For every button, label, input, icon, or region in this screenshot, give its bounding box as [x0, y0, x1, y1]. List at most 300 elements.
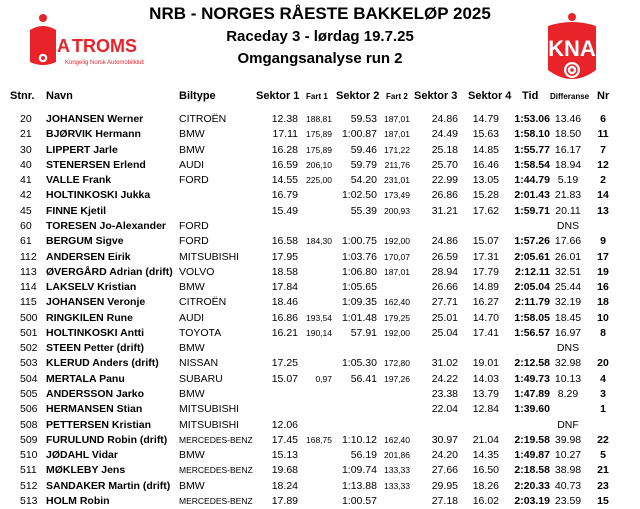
- cell-sektor4: 17.31: [472, 250, 499, 263]
- cell-stnr: 42: [20, 189, 32, 202]
- cell-stnr: 502: [20, 342, 38, 355]
- cell-tid: 1:59.71: [514, 204, 550, 217]
- cell-stnr: 512: [20, 479, 38, 492]
- cell-nr: 23: [597, 479, 609, 492]
- cell-sektor3: 22.99: [431, 174, 458, 187]
- cell-diff: 5.19: [557, 174, 579, 187]
- table-row: [0, 219, 640, 234]
- cell-navn: MERTALA Panu: [46, 372, 125, 385]
- cell-fart1: 0,97: [315, 373, 332, 384]
- cell-stnr: 506: [20, 403, 38, 416]
- cell-navn: HOLTINKOSKI Jukka: [46, 189, 151, 202]
- cell-navn: RINGKILEN Rune: [46, 311, 133, 324]
- cell-tid: 1:55.77: [514, 143, 550, 156]
- cell-diff: 21.83: [554, 189, 582, 202]
- cell-stnr: 40: [20, 158, 32, 171]
- cell-sektor4: 13.05: [472, 174, 499, 187]
- cell-navn: SANDAKER Martin (drift): [46, 479, 171, 492]
- cell-tid: 1:58.05: [514, 311, 550, 324]
- cell-navn: KLERUD Anders (drift): [46, 357, 159, 370]
- col-navn: Navn: [46, 90, 73, 102]
- cell-diff: 38.98: [554, 464, 582, 477]
- cell-sektor4: 15.07: [472, 235, 499, 248]
- cell-navn: HOLTINKOSKI Antti: [46, 326, 144, 339]
- cell-sektor2: 1:09.74: [341, 464, 377, 477]
- cell-sektor2: 1:00.57: [341, 495, 377, 507]
- cell-stnr: 30: [20, 143, 32, 156]
- cell-stnr: 509: [20, 433, 38, 446]
- table-row: [0, 494, 640, 509]
- cell-stnr: 61: [20, 235, 32, 248]
- cell-sektor3: 27.18: [431, 495, 458, 507]
- cell-fart2: 201,86: [384, 450, 410, 461]
- cell-sektor3: 22.04: [431, 403, 458, 416]
- cell-sektor1: 12.38: [271, 113, 298, 125]
- cell-tid: 1:53.06: [514, 113, 550, 125]
- logo-left-brand2: TROMS: [72, 36, 137, 56]
- cell-fart2: 133,33: [384, 480, 410, 491]
- cell-biltype: MITSUBISHI: [179, 403, 240, 416]
- table-row: [0, 280, 640, 295]
- cell-sektor2: 1:00.87: [341, 128, 377, 141]
- cell-sektor4: 17.79: [472, 265, 499, 278]
- cell-fart2: 162,40: [384, 434, 410, 445]
- cell-sektor4: 15.28: [472, 189, 499, 202]
- cell-biltype: BMW: [179, 388, 205, 401]
- cell-sektor2: 56.41: [350, 372, 377, 385]
- cell-tid: 2:20.33: [514, 479, 550, 492]
- kna-troms-logo: [26, 14, 144, 76]
- cell-sektor4: 14.70: [472, 311, 499, 324]
- cell-tid: 2:11.79: [514, 296, 550, 309]
- cell-stnr: 504: [20, 372, 38, 385]
- cell-biltype: BMW: [179, 128, 205, 141]
- cell-tid: 1:44.79: [514, 174, 550, 187]
- cell-nr: 2: [600, 174, 606, 187]
- cell-nr: 18: [597, 296, 609, 309]
- cell-tid: 1:49.87: [514, 449, 550, 462]
- cell-biltype: SUBARU: [179, 372, 223, 385]
- cell-sektor1: 17.84: [271, 281, 298, 294]
- cell-navn: PETTERSEN Kristian: [46, 418, 152, 431]
- cell-biltype: FORD: [179, 174, 209, 187]
- cell-sektor3: 26.59: [431, 250, 458, 263]
- cell-sektor4: 15.63: [472, 128, 499, 141]
- cell-stnr: 20: [20, 113, 32, 125]
- table-row: [0, 341, 640, 356]
- table-row: [0, 173, 640, 188]
- table-row: [0, 158, 640, 173]
- cell-diff: 25.44: [554, 281, 582, 294]
- cell-sektor1: 15.07: [271, 372, 298, 385]
- cell-tid: 1:47.89: [514, 388, 550, 401]
- table-row: [0, 326, 640, 341]
- cell-sektor3: 29.95: [431, 479, 458, 492]
- cell-nr: 6: [600, 113, 606, 125]
- logo-left-brand: KNA: [31, 36, 70, 56]
- table-row: [0, 448, 640, 463]
- cell-sektor2: 1:10.12: [341, 433, 377, 446]
- cell-fart1: 188,81: [306, 114, 332, 124]
- cell-sektor4: 18.26: [472, 479, 499, 492]
- cell-navn: TORESEN Jo-Alexander: [46, 219, 167, 232]
- col-nr: Nr: [597, 90, 610, 102]
- cell-stnr: 508: [20, 418, 38, 431]
- cell-tid: 1:58.54: [514, 158, 550, 171]
- cell-nr: 20: [597, 357, 609, 370]
- cell-tid: 1:39.60: [514, 403, 550, 416]
- cell-biltype: AUDI: [179, 158, 205, 171]
- cell-stnr: 41: [20, 174, 32, 187]
- cell-stnr: 21: [20, 128, 32, 141]
- cell-biltype: NISSAN: [179, 357, 219, 370]
- cell-fart2: 170,07: [384, 251, 410, 262]
- cell-stnr: 503: [20, 357, 38, 370]
- cell-fart1: 175,89: [306, 144, 332, 155]
- cell-sektor3: 26.86: [431, 189, 458, 202]
- cell-sektor2: 1:02.50: [341, 189, 377, 202]
- table-row: [0, 143, 640, 158]
- cell-sektor3: 24.86: [431, 235, 458, 248]
- cell-sektor4: 16.27: [472, 296, 499, 309]
- cell-navn: HERMANSEN Stian: [46, 403, 143, 416]
- cell-diff: 20.11: [555, 204, 581, 217]
- cell-nr: 8: [600, 326, 606, 339]
- logo-left-tagline: Kongelig Norsk Automobilklub: [65, 60, 144, 66]
- cell-sektor1: 19.68: [271, 464, 298, 477]
- page-subtitle: Raceday 3 - lørdag 19.7.25: [226, 28, 414, 45]
- cell-sektor4: 17.62: [472, 204, 499, 217]
- cell-stnr: 115: [20, 296, 37, 309]
- cell-sektor3: 26.66: [431, 281, 458, 294]
- cell-fart2: 187,01: [384, 129, 410, 140]
- cell-tid: 2:03.19: [514, 495, 550, 507]
- cell-fart2: 211,76: [384, 159, 410, 170]
- cell-stnr: 510: [20, 449, 38, 462]
- cell-sektor2: 54.20: [350, 174, 377, 187]
- cell-diff: 32.19: [554, 296, 582, 309]
- cell-sektor1: 17.11: [272, 128, 298, 141]
- cell-sektor3: 24.20: [431, 449, 458, 462]
- cell-diff: DNF: [557, 418, 579, 431]
- cell-navn: JOHANSEN Werner: [46, 113, 144, 125]
- cell-fart2: 172,80: [384, 358, 410, 369]
- cell-biltype: MERCEDES-BENZ: [179, 465, 253, 476]
- cell-navn: STEEN Petter (drift): [46, 342, 145, 355]
- cell-navn: JØDAHL Vidar: [46, 449, 118, 462]
- cell-biltype: FORD: [179, 235, 209, 248]
- cell-fart1: 193,54: [306, 312, 332, 323]
- col-sektor4: Sektor 4: [468, 90, 512, 102]
- cell-sektor2: 59.46: [350, 143, 377, 156]
- cell-navn: LAKSELV Kristian: [46, 281, 137, 294]
- cell-fart2: 200,93: [384, 205, 410, 216]
- cell-diff: 18.50: [554, 128, 582, 141]
- cell-nr: 1: [600, 403, 606, 416]
- table-row: [0, 127, 640, 142]
- cell-navn: FINNE Kjetil: [46, 204, 107, 217]
- cell-sektor1: 17.95: [271, 250, 298, 263]
- cell-sektor1: 17.25: [271, 357, 298, 370]
- cell-tid: 2:05.04: [514, 281, 550, 294]
- cell-sektor3: 24.22: [431, 372, 458, 385]
- kna-troms-logo-graphic: [26, 14, 144, 76]
- cell-biltype: BMW: [179, 479, 205, 492]
- cell-sektor2: 1:05.30: [341, 357, 377, 370]
- cell-sektor1: 17.45: [271, 433, 298, 446]
- cell-sektor2: 56.19: [350, 449, 377, 462]
- col-tid: Tid: [522, 90, 539, 102]
- cell-diff: 32.51: [554, 265, 582, 278]
- cell-diff: 18.45: [554, 311, 582, 324]
- cell-sektor1: 18.24: [271, 479, 298, 492]
- col-diff: Differanse: [550, 92, 590, 101]
- cell-stnr: 60: [20, 219, 32, 232]
- cell-biltype: VOLVO: [179, 265, 215, 278]
- cell-tid: 2:05.61: [514, 250, 550, 263]
- cell-stnr: 45: [20, 204, 32, 217]
- cell-tid: 1:58.10: [514, 128, 550, 141]
- section-title: Omgangsanalyse run 2: [237, 50, 403, 67]
- cell-navn: MØKLEBY Jens: [46, 464, 126, 477]
- kna-logo: [540, 12, 604, 90]
- cell-diff: 16.17: [554, 143, 582, 156]
- cell-diff: 40.73: [554, 479, 582, 492]
- cell-fart1: 184,30: [306, 236, 332, 247]
- cell-biltype: BMW: [179, 143, 205, 156]
- cell-sektor2: 59.79: [350, 158, 377, 171]
- cell-sektor3: 31.21: [431, 204, 458, 217]
- cell-biltype: BMW: [179, 281, 205, 294]
- col-sektor2: Sektor 2: [336, 90, 380, 102]
- cell-nr: 9: [600, 235, 606, 248]
- cell-sektor1: 16.28: [271, 143, 298, 156]
- cell-diff: 18.94: [554, 158, 582, 171]
- cell-nr: 22: [597, 433, 609, 446]
- table-row: [0, 387, 640, 402]
- col-sektor1: Sektor 1: [256, 90, 300, 102]
- table-row: [0, 295, 640, 310]
- cell-nr: 4: [600, 372, 606, 385]
- cell-sektor3: 25.70: [431, 158, 458, 171]
- cell-fart2: 173,49: [384, 190, 410, 201]
- kna-logo-graphic: [540, 12, 604, 90]
- cell-sektor2: 1:01.48: [341, 311, 377, 324]
- cell-nr: 15: [597, 495, 609, 507]
- cell-sektor3: 24.86: [431, 113, 458, 125]
- cell-biltype: TOYOTA: [179, 326, 222, 339]
- cell-navn: LIPPERT Jarle: [46, 143, 118, 156]
- cell-nr: 5: [600, 449, 606, 462]
- cell-biltype: CITROËN: [179, 113, 227, 125]
- table-row: [0, 204, 640, 219]
- cell-sektor1: 15.13: [271, 449, 298, 462]
- cell-navn: BERGUM Sigve: [46, 235, 124, 248]
- cell-diff: 10.27: [554, 449, 582, 462]
- cell-diff: 10.13: [554, 372, 582, 385]
- table-row: [0, 433, 640, 448]
- cell-sektor4: 14.85: [472, 143, 499, 156]
- cell-navn: STENERSEN Erlend: [46, 158, 146, 171]
- cell-sektor3: 31.02: [431, 357, 458, 370]
- cell-diff: DNS: [556, 342, 580, 355]
- cell-stnr: 113: [20, 265, 37, 278]
- cell-nr: 21: [597, 464, 609, 477]
- col-fart2: Fart 2: [386, 92, 408, 101]
- cell-sektor2: 1:06.80: [341, 265, 377, 278]
- cell-diff: 13.46: [554, 113, 582, 125]
- cell-tid: 2:12.58: [514, 357, 550, 370]
- cell-sektor4: 16.02: [472, 495, 499, 507]
- cell-diff: 8.29: [557, 388, 579, 401]
- cell-fart1: 168,75: [306, 434, 332, 445]
- cell-sektor2: 57.91: [350, 326, 377, 339]
- cell-sektor2: 1:05.65: [341, 281, 377, 294]
- cell-sektor3: 27.71: [431, 296, 458, 309]
- cell-navn: JOHANSEN Veronje: [46, 296, 146, 309]
- cell-fart2: 197,26: [384, 373, 410, 384]
- table-row: [0, 479, 640, 494]
- col-biltype: Biltype: [179, 90, 216, 102]
- cell-sektor4: 19.01: [472, 357, 499, 370]
- cell-fart2: 133,33: [384, 465, 410, 476]
- cell-biltype: FORD: [179, 219, 209, 232]
- col-fart1: Fart 1: [306, 92, 328, 101]
- cell-diff: DNS: [556, 219, 580, 232]
- cell-fart2: 171,22: [384, 144, 410, 155]
- cell-sektor1: 16.79: [271, 189, 298, 202]
- cell-sektor3: 24.49: [431, 128, 458, 141]
- cell-sektor2: 1:03.76: [341, 250, 377, 263]
- cell-fart2: 192,00: [384, 236, 410, 247]
- cell-navn: FURULUND Robin (drift): [46, 433, 168, 446]
- cell-sektor2: 59.53: [350, 113, 377, 125]
- cell-fart1: 206,10: [306, 159, 332, 170]
- cell-sektor4: 16.46: [472, 158, 499, 171]
- cell-tid: 2:12.11: [514, 265, 550, 278]
- cell-sektor1: 15.49: [271, 204, 298, 217]
- cell-tid: 1:56.57: [514, 326, 550, 339]
- cell-tid: 1:49.73: [514, 372, 550, 385]
- cell-fart1: 225,00: [306, 175, 332, 186]
- cell-tid: 1:57.26: [514, 235, 550, 248]
- cell-sektor1: 18.58: [271, 265, 298, 278]
- cell-nr: 10: [597, 311, 609, 324]
- cell-stnr: 112: [20, 250, 37, 263]
- table-row: [0, 234, 640, 249]
- table-row: [0, 311, 640, 326]
- cell-sektor2: 55.39: [350, 204, 377, 217]
- cell-biltype: AUDI: [179, 311, 205, 324]
- cell-sektor1: 16.86: [271, 311, 298, 324]
- cell-sektor4: 17.41: [472, 326, 499, 339]
- cell-sektor4: 14.89: [472, 281, 499, 294]
- cell-sektor2: 1:09.35: [341, 296, 377, 309]
- cell-tid: 2:19.58: [514, 433, 550, 446]
- cell-stnr: 511: [20, 464, 37, 477]
- table-row: [0, 402, 640, 417]
- cell-diff: 26.01: [554, 250, 582, 263]
- cell-sektor1: 17.89: [271, 495, 298, 507]
- cell-nr: 13: [597, 204, 609, 217]
- cell-sektor3: 25.04: [431, 326, 458, 339]
- cell-fart2: 162,40: [384, 297, 410, 308]
- col-stnr: Stnr.: [10, 90, 35, 102]
- cell-sektor4: 14.03: [472, 372, 499, 385]
- cell-navn: VALLE Frank: [46, 174, 112, 187]
- cell-sektor3: 25.01: [431, 311, 458, 324]
- cell-sektor2: 1:13.88: [341, 479, 377, 492]
- cell-tid: 2:01.43: [514, 189, 550, 202]
- cell-navn: HOLM Robin: [46, 495, 110, 507]
- cell-sektor4: 16.50: [472, 464, 499, 477]
- table-row: [0, 265, 640, 280]
- page-title: NRB - NORGES RÅESTE BAKKELØP 2025: [149, 4, 491, 23]
- cell-navn: ANDERSEN Eirik: [46, 250, 131, 263]
- cell-nr: 12: [597, 158, 609, 171]
- cell-diff: 39.98: [554, 433, 582, 446]
- cell-nr: 14: [597, 189, 609, 202]
- cell-sektor4: 14.79: [472, 113, 499, 125]
- cell-sektor1: 12.06: [271, 418, 298, 431]
- cell-sektor3: 27.66: [431, 464, 458, 477]
- cell-sektor1: 14.55: [271, 174, 298, 187]
- cell-stnr: 513: [20, 495, 38, 507]
- cell-nr: 11: [597, 128, 609, 141]
- table-row: [0, 418, 640, 433]
- cell-biltype: MITSUBISHI: [179, 250, 240, 263]
- table-row: [0, 250, 640, 265]
- cell-sektor4: 13.79: [472, 388, 499, 401]
- cell-nr: 19: [597, 265, 609, 278]
- cell-sektor4: 21.04: [472, 433, 499, 446]
- cell-biltype: MITSUBISHI: [179, 418, 240, 431]
- cell-sektor4: 12.84: [472, 403, 499, 416]
- table-row: [0, 372, 640, 387]
- cell-fart1: 175,89: [306, 129, 332, 140]
- cell-tid: 2:18.58: [514, 464, 550, 477]
- cell-biltype: BMW: [179, 449, 205, 462]
- cell-biltype: MERCEDES-BENZ: [179, 496, 253, 506]
- col-sektor3: Sektor 3: [414, 90, 458, 102]
- cell-sektor1: 16.21: [271, 326, 298, 339]
- table-row: [0, 188, 640, 203]
- cell-sektor3: 28.94: [431, 265, 458, 278]
- table-row: [0, 356, 640, 371]
- logo-right-brand: KNA: [548, 36, 596, 61]
- cell-diff: 17.66: [554, 235, 582, 248]
- cell-sektor3: 30.97: [431, 433, 458, 446]
- cell-sektor2: 1:00.75: [341, 235, 377, 248]
- cell-sektor4: 14.35: [472, 449, 499, 462]
- cell-diff: 23.59: [554, 495, 582, 507]
- cell-stnr: 500: [20, 311, 38, 324]
- cell-nr: 17: [597, 250, 609, 263]
- cell-biltype: CITROËN: [179, 296, 227, 309]
- cell-sektor3: 23.38: [431, 388, 458, 401]
- cell-sektor3: 25.18: [431, 143, 458, 156]
- cell-stnr: 114: [20, 281, 37, 294]
- cell-sektor1: 16.59: [271, 158, 298, 171]
- cell-stnr: 501: [20, 326, 38, 339]
- cell-diff: 32.98: [554, 357, 582, 370]
- cell-fart2: 179,25: [384, 312, 410, 323]
- cell-biltype: BMW: [179, 342, 205, 355]
- cell-fart2: 187,01: [384, 114, 410, 124]
- cell-stnr: 505: [20, 388, 38, 401]
- cell-diff: 16.97: [554, 326, 582, 339]
- cell-fart2: 192,00: [384, 327, 410, 338]
